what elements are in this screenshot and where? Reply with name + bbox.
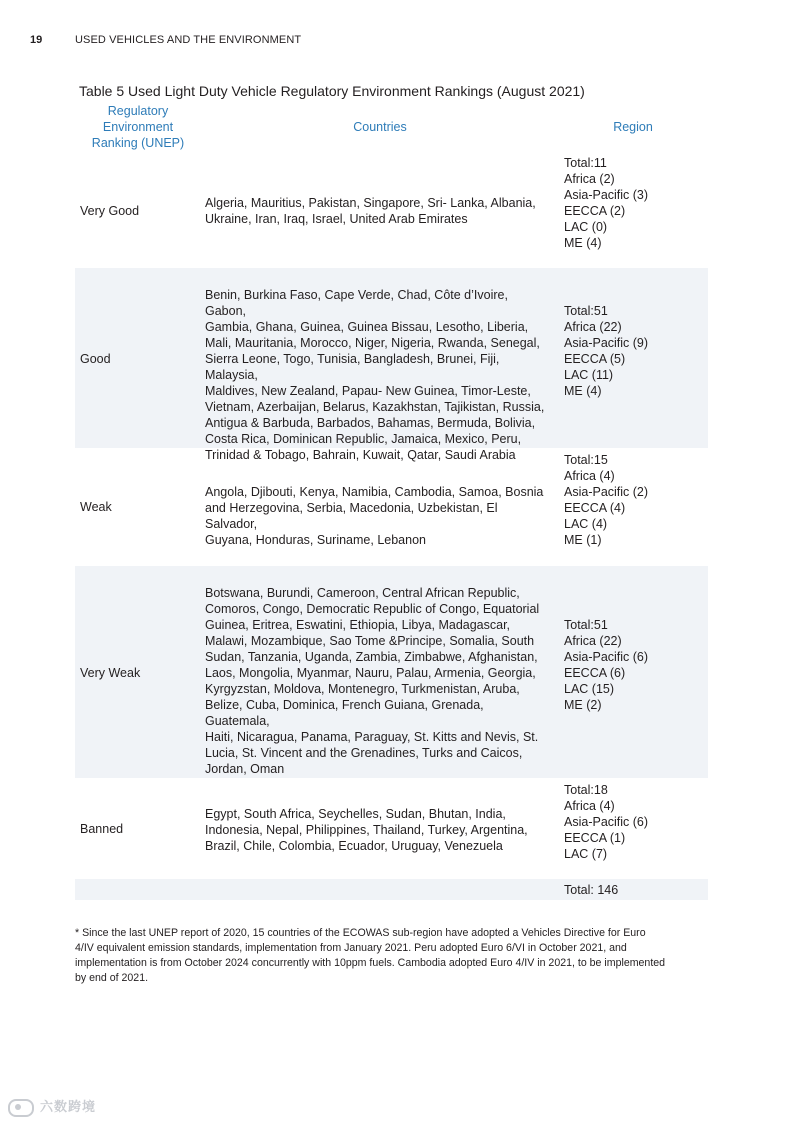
countries-cell: [205, 585, 545, 777]
countries-line: Angola, Djibouti, Kenya, Namibia, Cambodia, Samoa, Bosnia: [205, 485, 544, 499]
region-line: EECCA (1): [564, 831, 626, 845]
ranking-cell: Weak: [80, 500, 112, 514]
countries-line: Indonesia, Nepal, Philippines, Thailand, Turkey, Argentina,: [205, 823, 528, 837]
footnote: [75, 926, 715, 986]
region-line: EECCA (4): [564, 501, 626, 515]
region-total: Total:51: [564, 618, 608, 632]
countries-line: Gambia, Ghana, Guinea, Guinea Bissau, Lesotho, Liberia,: [205, 320, 529, 334]
countries-line: Benin, Burkina Faso, Cape Verde, Chad, Côte d’Ivoire, Gabon,: [205, 288, 508, 318]
countries-line: Costa Rica, Dominican Republic, Jamaica, Mexico, Peru,: [205, 432, 522, 446]
watermark: [8, 1096, 96, 1117]
column-header-region: Region: [613, 120, 653, 134]
column-header-ranking-line: Ranking (UNEP): [91, 136, 185, 150]
countries-line: Mali, Mauritania, Morocco, Niger, Nigeria, Rwanda, Senegal,: [205, 336, 540, 350]
countries-line: Laos, Mongolia, Myanmar, Nauru, Palau, Armenia, Georgia,: [205, 666, 536, 680]
region-total: Total:11: [564, 156, 607, 170]
countries-line: Sierra Leone, Togo, Tunisia, Bangladesh, Brunei, Fiji, Malaysia,: [205, 352, 500, 382]
region-line: Asia-Pacific (6): [564, 650, 649, 664]
region-line: Asia-Pacific (2): [564, 485, 649, 499]
region-total: Total:15: [564, 453, 608, 467]
footnote-line: * Since the last UNEP report of 2020, 15 countries of the ECOWAS sub-region have adopted a Vehicles Directive for Euro: [75, 927, 646, 939]
countries-line: Algeria, Mauritius, Pakistan, Singapore, Sri- Lanka, Albania,: [205, 196, 536, 210]
countries-line: Egypt, South Africa, Seychelles, Sudan, Bhutan, India,: [205, 807, 506, 821]
region-cell: [564, 452, 648, 548]
countries-line: Sudan, Tanzania, Uganda, Zambia, Zimbabwe, Afghanistan,: [205, 650, 538, 664]
countries-cell: [205, 806, 545, 854]
region-line: Asia-Pacific (6): [564, 815, 649, 829]
countries-cell: [205, 287, 545, 463]
watermark-text: 六数跨境: [40, 1099, 97, 1114]
table-row-banned: [75, 778, 708, 878]
region-line: ME (4): [564, 384, 602, 398]
column-header-ranking-line: Regulatory: [107, 104, 169, 118]
footnote-line: 4/IV equivalent emission standards, implementation from January 2021. Peru adopted Euro 6/VI in October 2021, and: [75, 942, 627, 954]
region-line: Africa (4): [564, 469, 615, 483]
region-line: ME (4): [564, 236, 602, 250]
region-line: EECCA (5): [564, 352, 626, 366]
region-line: Asia-Pacific (9): [564, 336, 649, 350]
watermark-logo-icon: [8, 1099, 34, 1117]
region-line: Asia-Pacific (3): [564, 188, 649, 202]
page-number: 19: [30, 34, 43, 46]
countries-line: Botswana, Burundi, Cameroon, Central African Republic,: [205, 586, 520, 600]
region-cell: [564, 782, 648, 862]
ranking-cell: Banned: [80, 822, 124, 836]
region-line: Africa (22): [564, 320, 622, 334]
region-line: LAC (0): [564, 220, 608, 234]
countries-line: Trinidad & Tobago, Bahrain, Kuwait, Qatar, Saudi Arabia: [205, 448, 516, 462]
column-header-ranking-line: Environment: [102, 120, 174, 134]
region-line: LAC (7): [564, 847, 608, 861]
countries-line: Brazil, Chile, Colombia, Ecuador, Uruguay, Venezuela: [205, 839, 503, 853]
footnote-line: implementation is from October 2024 concurrently with 10ppm fuels. Cambodia adopted Euro 4/IV in 2021, to be implemented: [75, 957, 666, 969]
countries-line: Malawi, Mozambique, Sao Tome &Principe, Somalia, South: [205, 634, 535, 648]
column-header-ranking: [82, 103, 194, 151]
table-row-very-weak: [75, 566, 708, 778]
ranking-cell: Very Good: [80, 204, 140, 218]
countries-line: Comoros, Congo, Democratic Republic of Congo, Equatorial: [205, 602, 540, 616]
countries-line: Guinea, Eritrea, Eswatini, Ethiopia, Libya, Madagascar,: [205, 618, 511, 632]
region-line: Africa (22): [564, 634, 622, 648]
countries-line: Guyana, Honduras, Suriname, Lebanon: [205, 533, 426, 547]
table-title: Table 5 Used Light Duty Vehicle Regulatory Environment Rankings (August 2021): [79, 83, 585, 99]
countries-line: and Herzegovina, Serbia, Macedonia, Uzbekistan, El Salvador,: [205, 501, 498, 531]
grand-total: Total: 146: [564, 883, 619, 897]
countries-line: Kyrgyzstan, Moldova, Montenegro, Turkmenistan, Aruba,: [205, 682, 520, 696]
region-total: Total:18: [564, 783, 608, 797]
countries-line: Jordan, Oman: [205, 762, 285, 776]
ranking-cell: Very Weak: [80, 666, 141, 680]
countries-line: Lucia, St. Vincent and the Grenadines, Turks and Caicos,: [205, 746, 523, 760]
countries-line: Vietnam, Azerbaijan, Belarus, Kazakhstan, Tajikistan, Russia,: [205, 400, 545, 414]
ranking-cell: Good: [80, 352, 111, 366]
running-title: USED VEHICLES AND THE ENVIRONMENT: [75, 34, 302, 46]
region-line: EECCA (2): [564, 204, 626, 218]
table-row-total: [75, 879, 708, 900]
region-cell: [564, 617, 648, 713]
region-cell: [564, 303, 648, 399]
footnote-line: by end of 2021.: [75, 972, 149, 984]
region-line: LAC (15): [564, 682, 615, 696]
countries-line: Antigua & Barbuda, Barbados, Bahamas, Bermuda, Bolivia,: [205, 416, 536, 430]
table-row-weak: [75, 448, 708, 566]
table-row-very-good: [75, 152, 708, 268]
column-header-countries: Countries: [353, 120, 407, 134]
countries-line: Maldives, New Zealand, Papau- New Guinea, Timor-Leste,: [205, 384, 531, 398]
countries-line: Ukraine, Iran, Iraq, Israel, United Arab Emirates: [205, 212, 468, 226]
countries-line: Haiti, Nicaragua, Panama, Paraguay, St. Kitts and Nevis, St.: [205, 730, 539, 744]
region-line: Africa (4): [564, 799, 615, 813]
region-line: ME (2): [564, 698, 602, 712]
region-line: EECCA (6): [564, 666, 626, 680]
region-cell: [564, 155, 648, 251]
region-total: Total:51: [564, 304, 608, 318]
region-line: LAC (4): [564, 517, 608, 531]
countries-line: Belize, Cuba, Dominica, French Guiana, Grenada, Guatemala,: [205, 698, 484, 728]
region-line: ME (1): [564, 533, 602, 547]
region-line: Africa (2): [564, 172, 615, 186]
countries-cell: [205, 484, 545, 548]
region-line: LAC (11): [564, 368, 614, 382]
countries-cell: [205, 195, 545, 227]
